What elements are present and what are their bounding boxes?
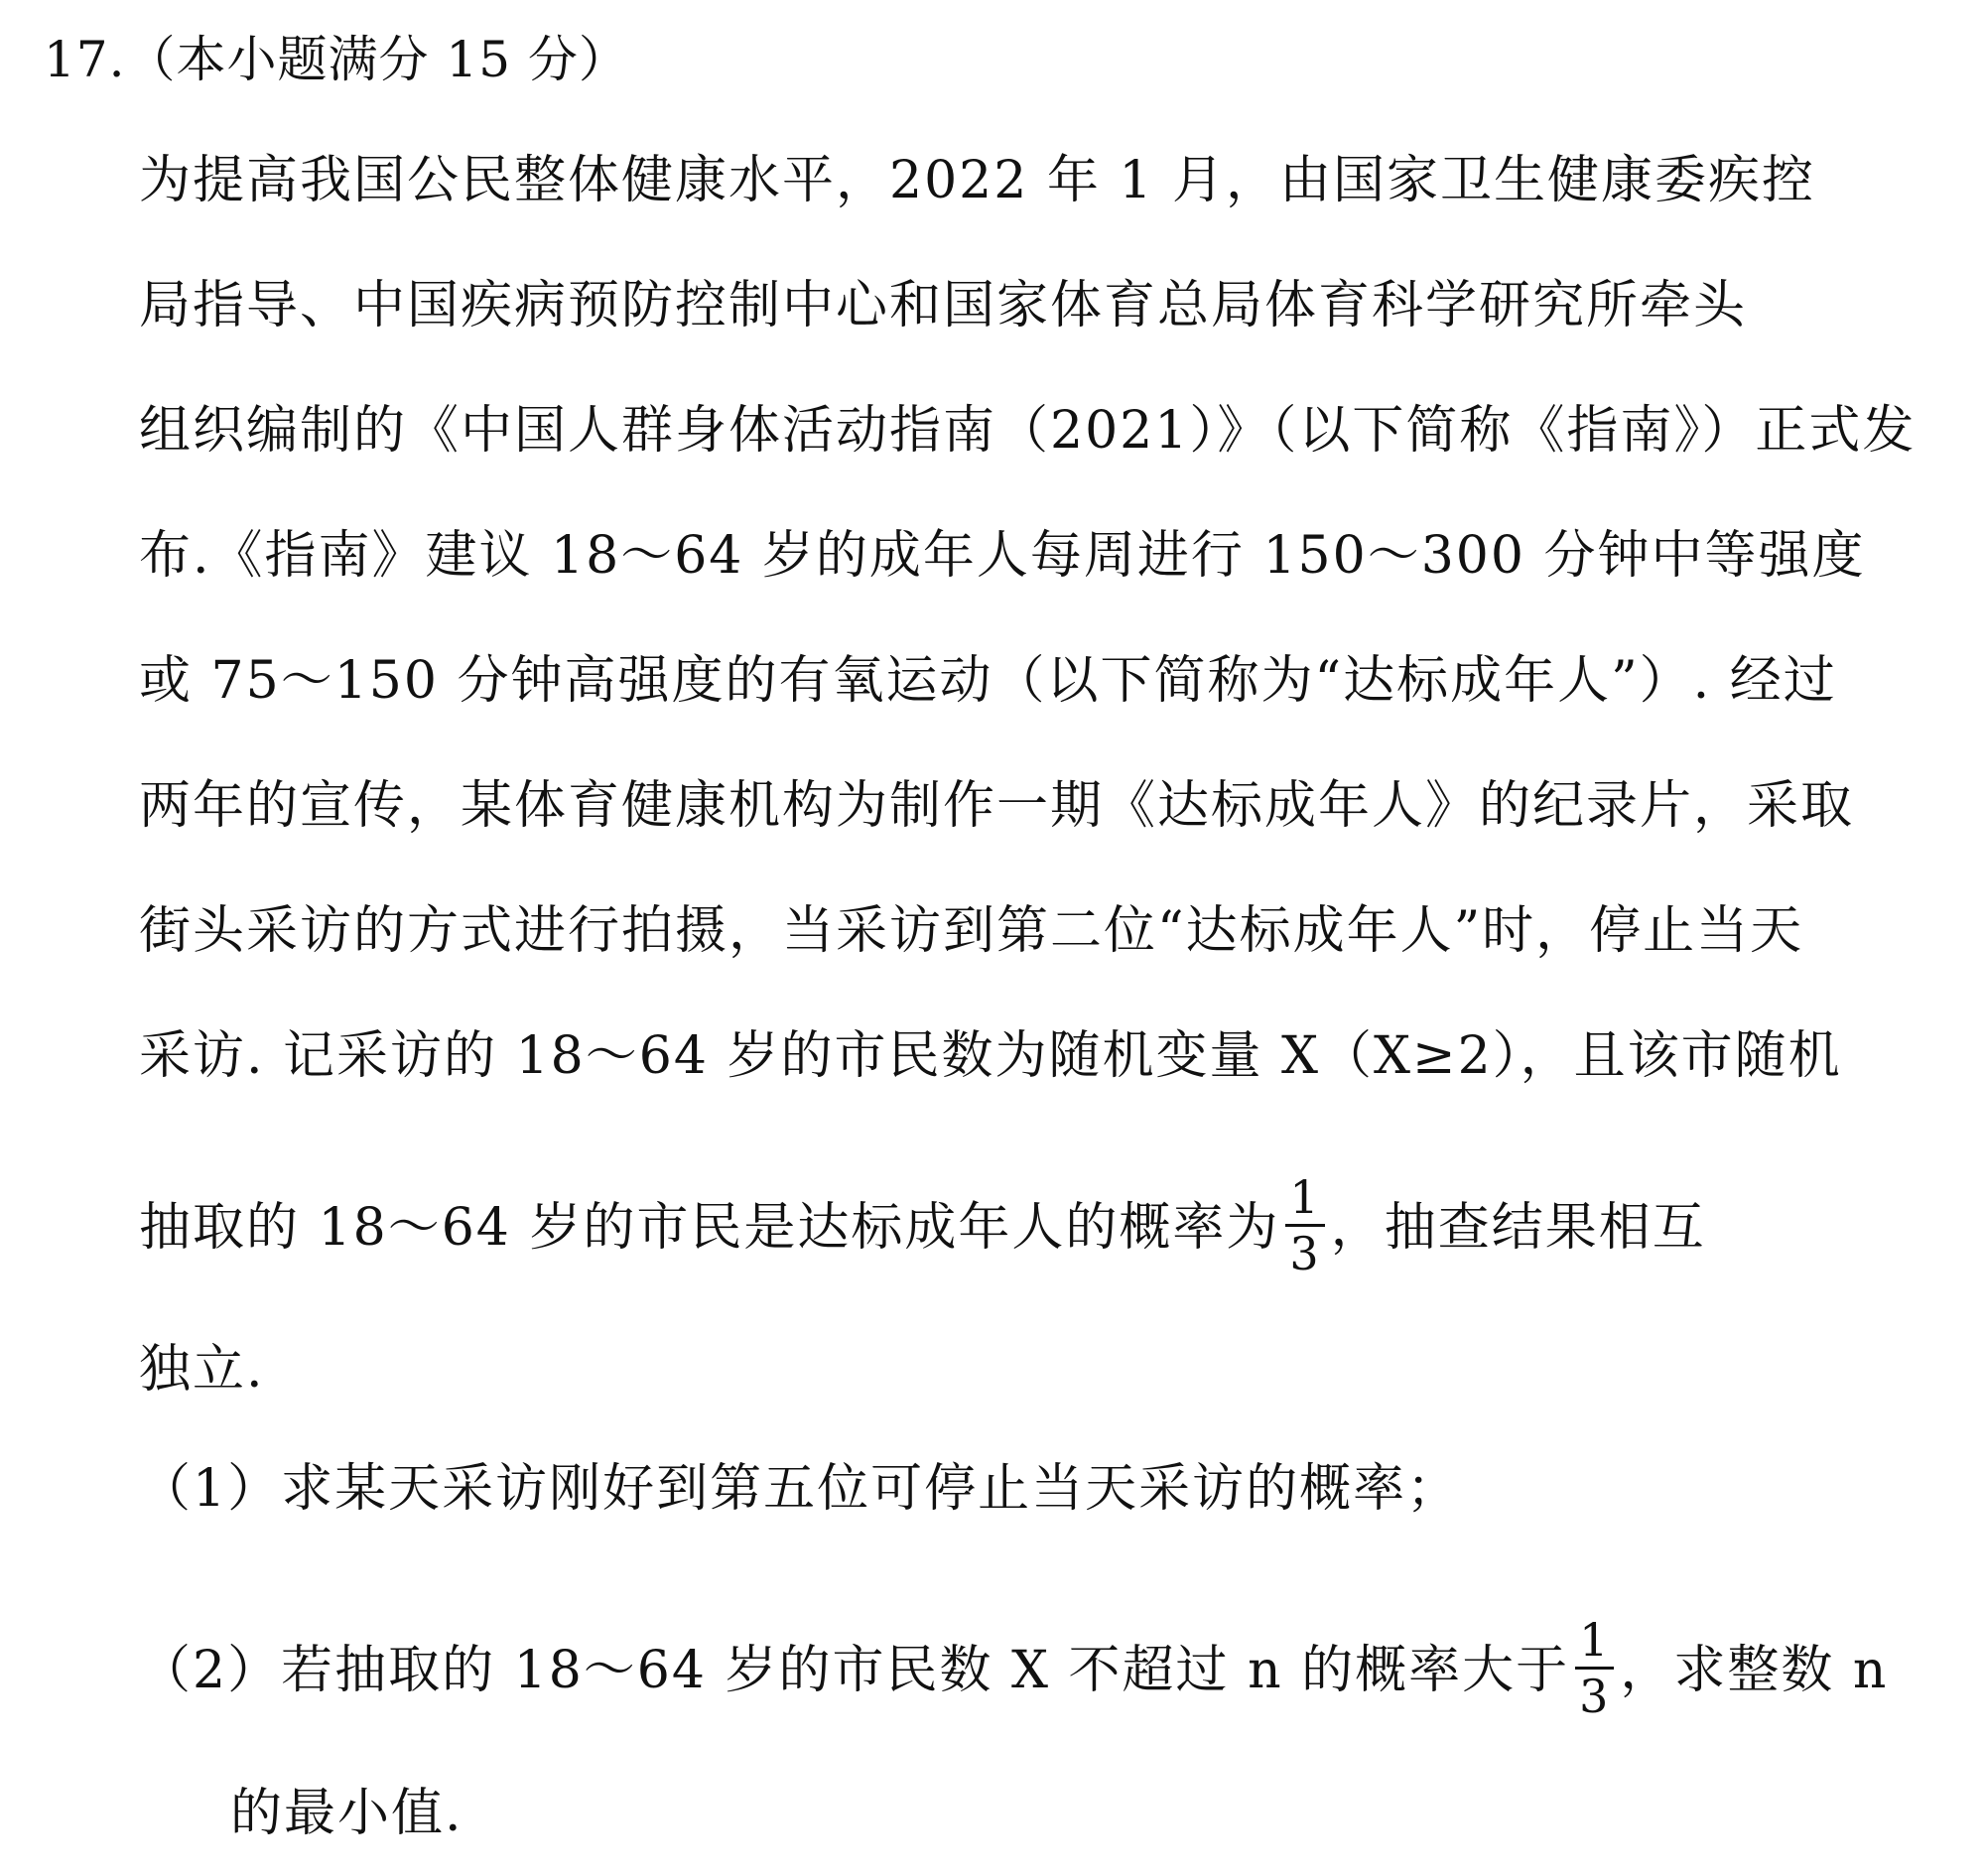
sub-question-1: （1）求某天采访刚好到第五位可停止当天采访的概率； (139, 1459, 1461, 1519)
part2-text-after: ，求整数 n (1620, 1641, 1889, 1700)
body-line-3: 组织编制的《中国人群身体活动指南（2021）》（以下简称《指南》）正式发 (139, 401, 1917, 461)
fraction-one-third-2 (1575, 1615, 1614, 1721)
fraction-one-third (1285, 1172, 1324, 1278)
body-line-4: 布.《指南》建议 18～64 岁的成年人每周进行 150～300 分钟中等强度 (139, 526, 1866, 586)
fraction-numerator: 1 (1289, 1170, 1321, 1224)
body-line-8: 采访. 记采访的 18～64 岁的市民数为随机变量 X（X≥2），且该市随机 (139, 1026, 1842, 1086)
body-line-1: 为提高我国公民整体健康水平，2022 年 1 月，由国家卫生健康委疾控 (139, 151, 1816, 210)
line9-text-before: 抽取的 18～64 岁的市民是达标成年人的概率为 (139, 1198, 1280, 1258)
question-header: 17.（本小题满分 15 分） (44, 31, 629, 88)
fraction-denominator: 3 (1289, 1227, 1321, 1280)
sub-question-2 (139, 1613, 1889, 1727)
fraction-numerator: 1 (1579, 1613, 1611, 1667)
line9-text-after: ，抽查结果相互 (1330, 1198, 1706, 1258)
body-line-2: 局指导、中国疾病预防控制中心和国家体育总局体育科学研究所牵头 (139, 276, 1748, 335)
sub-question-2-end: 的最小值. (230, 1784, 463, 1843)
body-line-9 (139, 1170, 1706, 1284)
fraction-denominator: 3 (1579, 1670, 1611, 1723)
body-line-10: 独立. (139, 1340, 265, 1400)
body-line-7: 街头采访的方式进行拍摄，当采访到第二位“达标成年人”时，停止当天 (139, 901, 1804, 961)
body-line-5: 或 75～150 分钟高强度的有氧运动（以下简称为“达标成年人”）. 经过 (139, 651, 1837, 711)
part2-text-before: （2）若抽取的 18～64 岁的市民数 X 不超过 n 的概率大于 (139, 1641, 1570, 1700)
body-line-6: 两年的宣传，某体育健康机构为制作一期《达标成年人》的纪录片，采取 (139, 776, 1855, 836)
